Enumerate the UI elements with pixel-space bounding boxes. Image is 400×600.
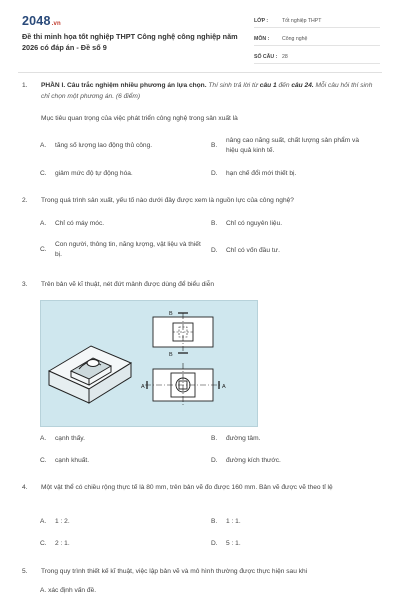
part-instructions bbox=[41, 80, 379, 102]
option-letter: D. bbox=[211, 170, 218, 177]
meta-key: MÔN : bbox=[254, 35, 270, 42]
option-5a[interactable] bbox=[40, 586, 200, 596]
option-letter: D. bbox=[211, 247, 218, 254]
meta-value: Công nghệ bbox=[282, 35, 308, 42]
top-view bbox=[153, 313, 213, 353]
option-letter: A. bbox=[40, 435, 47, 442]
document-title: Đề thi minh họa tốt nghiệp THPT Công nghệ công nghiệp năm 2026 có đáp án - Đề số 9 bbox=[22, 32, 238, 52]
option-text: hạn chế đổi mới thiết bị. bbox=[226, 170, 297, 177]
question-text: Trên bản vẽ kĩ thuật, nét đứt mảnh được dùng để biểu diễn bbox=[41, 281, 215, 288]
option-letter: C. bbox=[40, 170, 47, 177]
meta-value: 28 bbox=[282, 53, 288, 60]
question-text: Trong quá trình sản xuất, yếu tố nào dưới đây được xem là nguồn lực của công nghệ? bbox=[41, 197, 294, 204]
question-number: 1. bbox=[22, 82, 28, 89]
meta-row-subject bbox=[254, 32, 380, 46]
site-logo[interactable]: 2048.vn bbox=[22, 14, 61, 28]
option-text: Chỉ có vốn đầu tư. bbox=[226, 247, 280, 254]
section-label-b-bottom: B bbox=[169, 352, 173, 358]
section-label-b-top: B bbox=[169, 311, 173, 317]
option-letter: C. bbox=[40, 457, 47, 464]
meta-value: Tốt nghiệp THPT bbox=[282, 17, 322, 24]
option-text: giảm mức độ tự động hóa. bbox=[55, 170, 133, 177]
meta-row-class bbox=[254, 14, 380, 28]
meta-key: SỐ CÂU : bbox=[254, 53, 278, 60]
technical-drawing-figure bbox=[40, 300, 258, 427]
option-letter: D. bbox=[211, 457, 218, 464]
part-heading: PHẦN I. Câu trắc nghiệm nhiều phương án lựa chọn. bbox=[41, 82, 207, 89]
option-letter: D. bbox=[211, 540, 218, 547]
question-text: Một vật thể có chiều rộng thực tế là 80 mm, trên bản vẽ đo được 160 mm. Bản vẽ được vẽ theo tỉ lệ bbox=[41, 484, 333, 491]
instr-from: câu 1 bbox=[259, 82, 277, 89]
question-number: 3. bbox=[22, 281, 28, 288]
instr-text: Thí sinh trả lời từ bbox=[206, 82, 260, 89]
question-number: 5. bbox=[22, 568, 28, 575]
question-number: 2. bbox=[22, 197, 28, 204]
option-letter: A. bbox=[40, 142, 47, 149]
technical-drawing bbox=[41, 301, 257, 426]
exam-meta bbox=[254, 14, 380, 68]
option-text: Con người, thông tin, năng lượng, vật liệu và thiết bị. bbox=[55, 241, 201, 258]
option-text: 5 : 1. bbox=[226, 540, 241, 547]
option-text: nâng cao năng suất, chất lượng sản phẩm và hiệu quả kinh tế. bbox=[226, 137, 360, 154]
meta-row-count bbox=[254, 50, 380, 64]
option-text: đường kích thước. bbox=[226, 457, 281, 464]
question-text: Trong quy trình thiết kế kĩ thuật, việc lập bản vẽ và mô hình thường được thực hiện sau khi bbox=[41, 568, 308, 575]
front-view bbox=[145, 363, 221, 407]
section-label-a-right: A bbox=[222, 384, 226, 390]
meta-key: LỚP : bbox=[254, 17, 269, 24]
option-text: Chỉ có nguyên liệu. bbox=[226, 220, 283, 227]
option-text: đường tâm. bbox=[226, 435, 261, 442]
isometric-part-drawing bbox=[49, 346, 131, 403]
option-text: tăng số lượng lao động thủ công. bbox=[55, 142, 153, 149]
header-divider bbox=[18, 72, 382, 73]
option-letter: C. bbox=[40, 540, 47, 547]
option-letter: A. bbox=[40, 518, 47, 525]
option-text: xác định vấn đề. bbox=[48, 587, 97, 594]
option-letter: B. bbox=[211, 435, 218, 442]
section-label-a-left: A bbox=[141, 384, 145, 390]
question-number: 4. bbox=[22, 484, 28, 491]
option-text: Chỉ có máy móc. bbox=[55, 220, 105, 227]
option-letter: A. bbox=[40, 587, 47, 594]
option-text: 1 : 2. bbox=[55, 518, 70, 525]
option-text: 1 : 1. bbox=[226, 518, 241, 525]
instr-mid: đến bbox=[276, 82, 292, 89]
instr-rest: Mỗi câu hỏi thí sinh chỉ chọn một phương án. (6 điểm) bbox=[41, 82, 373, 100]
option-letter: A. bbox=[40, 220, 47, 227]
option-letter: B. bbox=[211, 142, 218, 149]
option-letter: B. bbox=[211, 220, 218, 227]
option-text: cạnh khuất. bbox=[55, 457, 90, 464]
option-text: cạnh thấy. bbox=[55, 435, 85, 442]
instr-to: câu 24. bbox=[291, 82, 314, 89]
option-text: 2 : 1. bbox=[55, 540, 70, 547]
option-letter: B. bbox=[211, 518, 218, 525]
option-letter: C. bbox=[40, 246, 47, 253]
question-text: Mục tiêu quan trọng của việc phát triển công nghệ trong sản xuất là bbox=[41, 115, 238, 122]
